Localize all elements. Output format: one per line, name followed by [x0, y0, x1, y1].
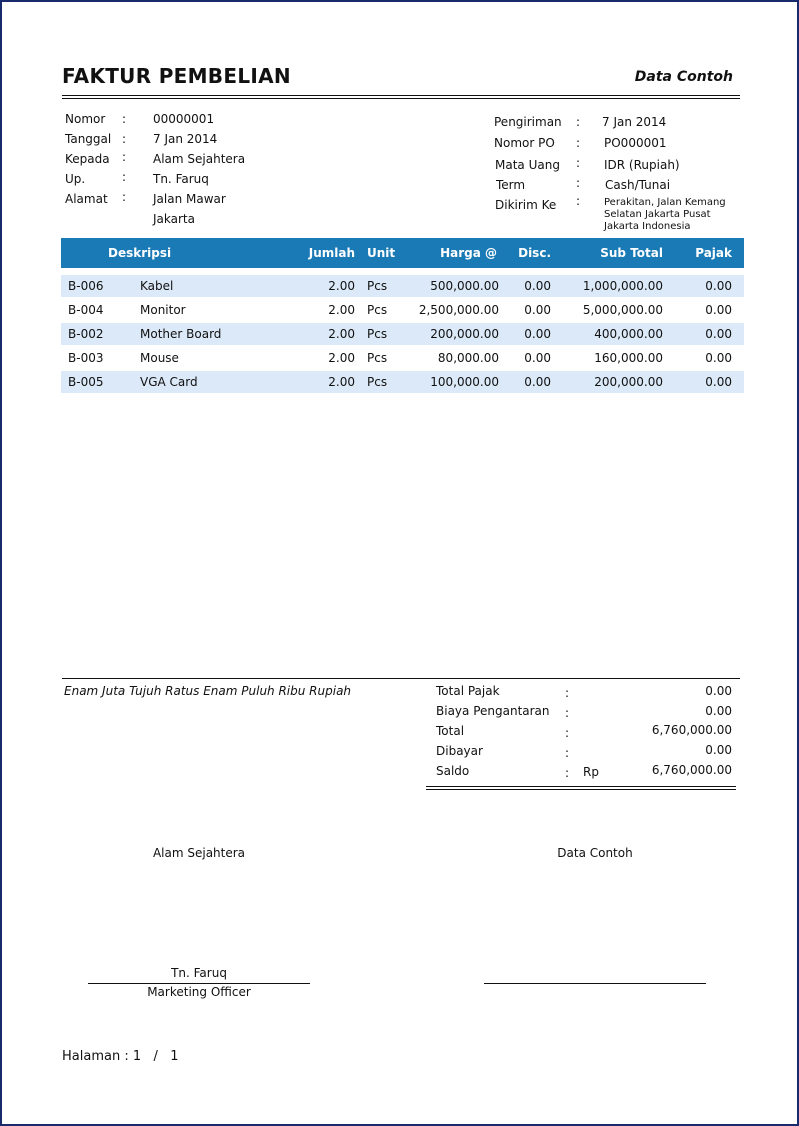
summary-sep: : — [565, 766, 570, 780]
cell-unit: Pcs — [367, 279, 388, 293]
cell-name: Monitor — [140, 303, 186, 317]
col-header-disc: Disc. — [518, 246, 551, 260]
cell-disc: 0.00 — [524, 327, 551, 341]
cell-price: 80,000.00 — [437, 351, 499, 365]
header-rule-double — [62, 98, 740, 99]
signature-party-left: Alam Sejahtera — [152, 846, 246, 860]
table-row — [61, 299, 744, 321]
info-value-alamat-city: Jakarta — [153, 212, 195, 226]
cell-tax: 0.00 — [705, 303, 732, 317]
summary-sep: : — [565, 746, 570, 760]
cell-disc: 0.00 — [524, 351, 551, 365]
cell-code: B-005 — [68, 375, 104, 389]
summary-label-total-pajak: Total Pajak — [436, 684, 500, 698]
info-value-term: Cash/Tunai — [605, 178, 671, 192]
info-value-nomor: 00000001 — [153, 112, 215, 126]
info-value-alamat: Jalan Mawar — [153, 192, 226, 206]
summary-end-rule — [426, 786, 736, 787]
info-value-pengiriman: 7 Jan 2014 — [602, 115, 667, 129]
info-label-nomor: Nomor — [65, 112, 106, 126]
cell-code: B-006 — [68, 279, 104, 293]
cell-disc: 0.00 — [524, 279, 551, 293]
cell-subtotal: 1,000,000.00 — [582, 279, 663, 293]
info-sep: : — [122, 132, 127, 146]
col-header-unit: Unit — [367, 246, 396, 260]
cell-qty: 2.00 — [328, 303, 355, 317]
info-label-tanggal: Tanggal — [65, 132, 112, 146]
summary-value-total: 6,760,000.00 — [651, 723, 732, 737]
info-sep: : — [122, 112, 127, 126]
info-label-up: Up. — [65, 172, 86, 186]
signature-line-left — [88, 983, 310, 984]
signature-signer-name: Tn. Faruq — [171, 966, 227, 980]
info-sep: : — [576, 115, 581, 129]
cell-price: 2,500,000.00 — [418, 303, 499, 317]
cell-disc: 0.00 — [524, 375, 551, 389]
summary-sep: : — [565, 726, 570, 740]
col-header-pajak: Pajak — [695, 246, 732, 260]
cell-unit: Pcs — [367, 375, 388, 389]
summary-value-biaya-pengantaran: 0.00 — [705, 704, 732, 718]
info-value-dikirim-ke-line1: Perakitan, Jalan Kemang — [604, 197, 726, 208]
summary-sep: : — [565, 706, 570, 720]
page-number: Halaman : 1 / 1 — [62, 1049, 179, 1064]
info-value-tanggal: 7 Jan 2014 — [153, 132, 218, 146]
col-header-subtotal: Sub Total — [600, 246, 663, 260]
cell-name: Mother Board — [140, 327, 222, 341]
table-row — [61, 371, 744, 393]
summary-rule — [62, 678, 740, 679]
cell-qty: 2.00 — [328, 279, 355, 293]
info-sep: : — [122, 190, 127, 204]
info-value-kepada: Alam Sejahtera — [153, 152, 246, 166]
cell-tax: 0.00 — [705, 279, 732, 293]
summary-label-biaya-pengantaran: Biaya Pengantaran — [436, 704, 550, 718]
company-name: Data Contoh — [634, 69, 733, 85]
table-row — [61, 323, 744, 345]
items-table-header — [61, 238, 744, 268]
signature-party-right: Data Contoh — [557, 846, 633, 860]
summary-label-saldo: Saldo — [436, 764, 470, 778]
cell-tax: 0.00 — [705, 327, 732, 341]
cell-name: Kabel — [140, 279, 174, 293]
summary-label-dibayar: Dibayar — [436, 744, 483, 758]
cell-subtotal: 400,000.00 — [594, 327, 663, 341]
cell-code: B-003 — [68, 351, 104, 365]
info-label-kepada: Kepada — [65, 152, 110, 166]
info-label-dikirim-ke: Dikirim Ke — [495, 198, 557, 212]
cell-disc: 0.00 — [524, 303, 551, 317]
info-sep: : — [576, 176, 581, 190]
summary-value-saldo: 6,760,000.00 — [651, 763, 732, 777]
info-sep: : — [576, 194, 581, 208]
summary-value-dibayar: 0.00 — [705, 743, 732, 757]
info-label-nomor-po: Nomor PO — [494, 136, 555, 150]
cell-price: 100,000.00 — [430, 375, 499, 389]
cell-unit: Pcs — [367, 303, 388, 317]
col-header-jumlah: Jumlah — [308, 246, 355, 260]
signature-line-right — [484, 983, 706, 984]
cell-price: 200,000.00 — [430, 327, 499, 341]
cell-code: B-002 — [68, 327, 104, 341]
summary-value-total-pajak: 0.00 — [705, 684, 732, 698]
info-value-nomor-po: PO000001 — [604, 136, 667, 150]
col-header-harga: Harga @ — [440, 246, 497, 260]
cell-qty: 2.00 — [328, 351, 355, 365]
cell-tax: 0.00 — [705, 351, 732, 365]
cell-qty: 2.00 — [328, 375, 355, 389]
info-value-dikirim-ke-line2: Selatan Jakarta Pusat — [604, 209, 711, 220]
summary-currency-saldo: Rp — [583, 765, 599, 779]
cell-subtotal: 160,000.00 — [594, 351, 663, 365]
header-rule — [62, 95, 740, 96]
cell-unit: Pcs — [367, 327, 388, 341]
table-row — [61, 275, 744, 297]
summary-sep: : — [565, 686, 570, 700]
signature-signer-role: Marketing Officer — [147, 985, 251, 999]
table-row — [61, 347, 744, 369]
cell-qty: 2.00 — [328, 327, 355, 341]
info-label-term: Term — [496, 178, 526, 192]
cell-price: 500,000.00 — [430, 279, 499, 293]
col-header-deskripsi: Deskripsi — [108, 246, 172, 260]
info-label-pengiriman: Pengiriman — [494, 115, 562, 129]
cell-name: Mouse — [140, 351, 179, 365]
cell-unit: Pcs — [367, 351, 388, 365]
cell-tax: 0.00 — [705, 375, 732, 389]
document-title: FAKTUR PEMBELIAN — [62, 64, 291, 88]
amount-in-words: Enam Juta Tujuh Ratus Enam Puluh Ribu Rupiah — [64, 684, 352, 698]
summary-end-rule-double — [426, 789, 736, 790]
info-sep: : — [122, 170, 127, 184]
cell-name: VGA Card — [140, 375, 198, 389]
cell-subtotal: 5,000,000.00 — [582, 303, 663, 317]
summary-label-total: Total — [436, 724, 465, 738]
info-label-alamat: Alamat — [65, 192, 108, 206]
info-sep: : — [122, 150, 127, 164]
info-sep: : — [576, 136, 581, 150]
info-label-mata-uang: Mata Uang — [495, 158, 560, 172]
cell-subtotal: 200,000.00 — [594, 375, 663, 389]
cell-code: B-004 — [68, 303, 104, 317]
info-value-up: Tn. Faruq — [153, 172, 209, 186]
info-value-mata-uang: IDR (Rupiah) — [604, 158, 680, 172]
info-value-dikirim-ke-line3: Jakarta Indonesia — [604, 221, 691, 232]
info-sep: : — [576, 156, 581, 170]
